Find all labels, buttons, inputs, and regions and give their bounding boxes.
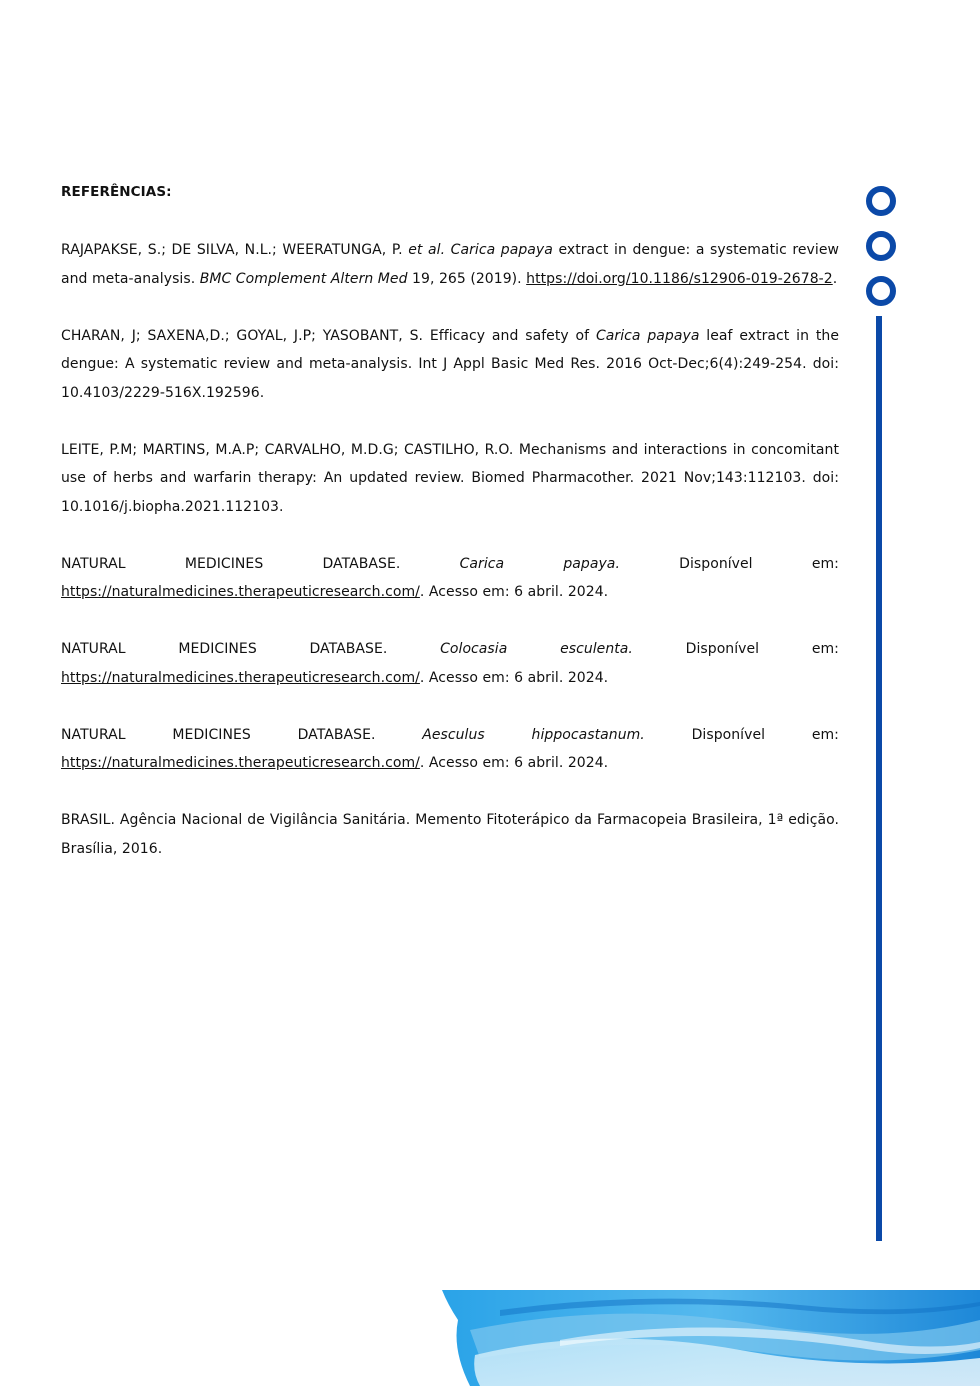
reference-text: 19, 265 (2019). xyxy=(407,270,527,287)
species-epithet: papaya. xyxy=(563,555,620,572)
word: Disponível xyxy=(679,555,753,572)
word: NATURAL xyxy=(61,641,126,657)
reference-text: RAJAPAKSE, S.; DE SILVA, N.L.; WEERATUNGA, P. xyxy=(61,242,409,258)
word: em: xyxy=(811,726,839,743)
reference-3: LEITE, P.M; MARTINS, M.A.P; CARVALHO, M.D.G; CASTILHO, R.O. Mechanisms and interactions in concomitant use of herbs and warfarin therapy: An updated review. Biomed Pharmacother. 2021 Nov;143:112103. doi: 10.1016/j.biopha.2021.112103. xyxy=(61,441,839,515)
word: DATABASE. xyxy=(322,555,401,572)
reference-1 xyxy=(61,236,839,293)
word: MEDICINES xyxy=(172,726,251,743)
reference-line xyxy=(61,664,839,693)
reference-line xyxy=(61,749,839,778)
database-link[interactable]: https://naturalmedicines.therapeuticresearch.com/ xyxy=(61,669,420,686)
ring-marker-icon xyxy=(866,186,896,216)
word: Disponível xyxy=(691,726,766,743)
word: MEDICINES xyxy=(178,641,257,657)
reference-line xyxy=(61,635,839,664)
word: Disponível xyxy=(685,641,760,657)
reference-line xyxy=(61,721,839,750)
doi-link[interactable]: https://doi.org/10.1186/s12906-019-2678-2 xyxy=(526,270,833,287)
access-date: . Acesso em: 6 abril. 2024. xyxy=(419,755,609,771)
reference-2 xyxy=(61,322,839,408)
reference-italic: Carica papaya xyxy=(595,327,700,344)
access-date: . Acesso em: 6 abril. 2024. xyxy=(419,584,609,600)
reference-journal: BMC Complement Altern Med xyxy=(199,270,408,287)
reference-text: leaf extract in the dengue: A systematic review and meta-analysis. Int J Appl Basic Med Res. 2016 Oct-Dec;6(4):249-254. doi: 10.4103/2229-516X.192596. xyxy=(61,327,839,401)
word: NATURAL xyxy=(61,555,126,572)
vertical-accent-line xyxy=(876,316,882,1241)
reference-7: BRASIL. Agência Nacional de Vigilância Sanitária. Memento Fitoterápico da Farmacopeia Brasileira, 1ª edição. Brasília, 2016. xyxy=(61,812,839,857)
species-genus: Colocasia xyxy=(440,641,508,657)
word: NATURAL xyxy=(61,726,126,743)
species-epithet: hippocastanum. xyxy=(531,726,645,743)
word: DATABASE. xyxy=(297,726,376,743)
species-genus: Aesculus xyxy=(422,726,485,743)
database-link[interactable]: https://naturalmedicines.therapeuticresearch.com/ xyxy=(61,755,420,771)
species-genus: Carica xyxy=(459,555,505,572)
reference-text: extract in dengue: a systematic review and meta-analysis. xyxy=(61,242,839,287)
database-link[interactable]: https://naturalmedicines.therapeuticresearch.com/ xyxy=(61,584,420,600)
reference-6 xyxy=(61,721,839,778)
watercolor-wave-decoration xyxy=(0,1280,980,1386)
word: em: xyxy=(811,641,839,657)
access-date: . Acesso em: 6 abril. 2024. xyxy=(419,669,609,686)
word: em: xyxy=(811,555,839,572)
reference-4 xyxy=(61,550,839,607)
reference-text: CHARAN, J; SAXENA,D.; GOYAL, J.P; YASOBANT, S. Efficacy and safety of xyxy=(61,327,596,344)
ring-marker-icon xyxy=(866,231,896,261)
references-list xyxy=(61,236,839,892)
word: DATABASE. xyxy=(309,641,388,657)
reference-italic: et al. Carica papaya xyxy=(408,242,553,258)
species-epithet: esculenta. xyxy=(560,641,633,657)
reference-text: . xyxy=(832,270,838,287)
reference-line xyxy=(61,578,839,607)
word: MEDICINES xyxy=(184,555,264,572)
reference-line xyxy=(61,550,839,579)
reference-5 xyxy=(61,635,839,692)
references-heading: REFERÊNCIAS: xyxy=(61,184,172,200)
ring-marker-icon xyxy=(866,276,896,306)
